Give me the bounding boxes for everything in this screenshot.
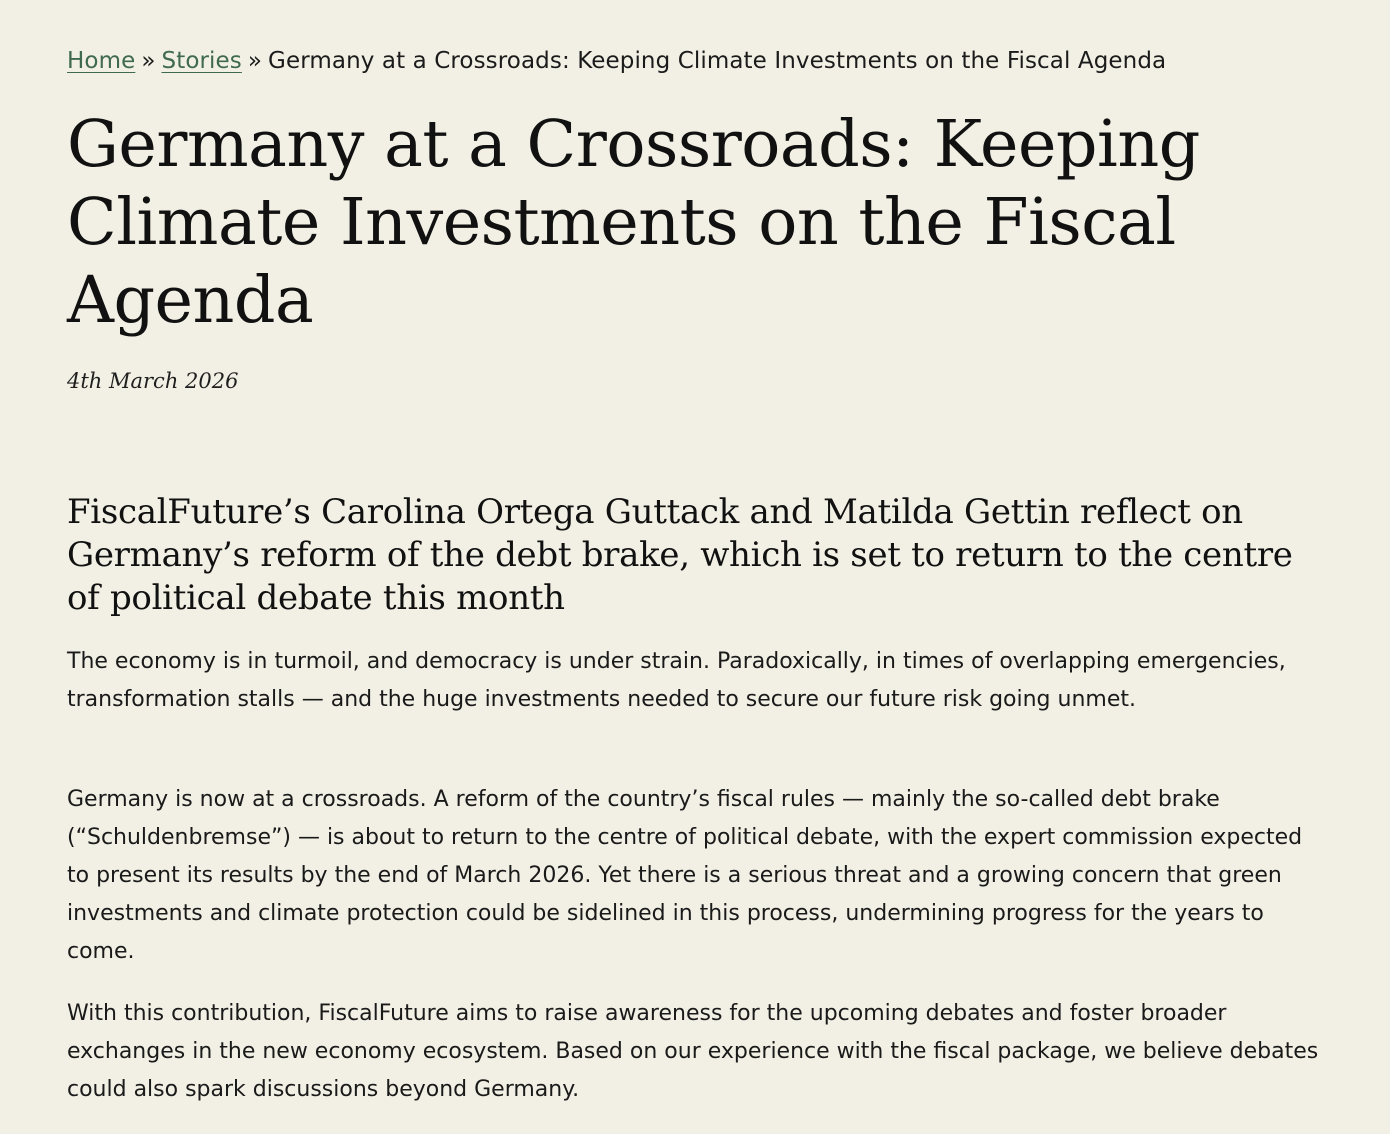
breadcrumb <box>67 44 1166 78</box>
article-lede: FiscalFuture’s Carolina Ortega Guttack and Matilda Gettin reflect on Germany’s reform of the debt brake, which is set to return to the centre of political debate this month <box>67 492 1293 618</box>
breadcrumb-separator: » <box>141 48 156 74</box>
breadcrumb-current: Germany at a Crossroads: Keeping Climate Investments on the Fiscal Agenda <box>268 48 1167 74</box>
breadcrumb-separator: » <box>247 48 263 74</box>
article-paragraph-1: The economy is in turmoil, and democracy is under strain. Paradoxically, in times of overlapping emergencies, transformation stalls — and the huge investments needed to secure our future risk going unmet. <box>67 649 1286 712</box>
page-title: Germany at a Crossroads: Keeping Climate Investments on the Fiscal Agenda <box>67 107 1200 338</box>
article-date: 4th March 2026 <box>67 369 239 393</box>
breadcrumb-stories-link[interactable]: Stories <box>161 48 242 74</box>
article-paragraph-3: With this contribution, FiscalFuture aims to raise awareness for the upcoming debates and foster broader exchanges in the new economy ecosystem. Based on our experience with the fiscal package, we believe debates could also spark discussions beyond Germany. <box>67 1001 1319 1102</box>
article-paragraph-2: Germany is now at a crossroads. A reform of the country’s fiscal rules — mainly the so-called debt brake (“Schuldenbremse”) — is about to return to the centre of political debate, with the expert commission expected to present its results by the end of March 2026. Yet there is a serious threat and a growing concern that green investments and climate protection could be sidelined in this process, undermining progress for the years to come. <box>67 787 1303 964</box>
breadcrumb-home-link[interactable]: Home <box>67 48 136 74</box>
